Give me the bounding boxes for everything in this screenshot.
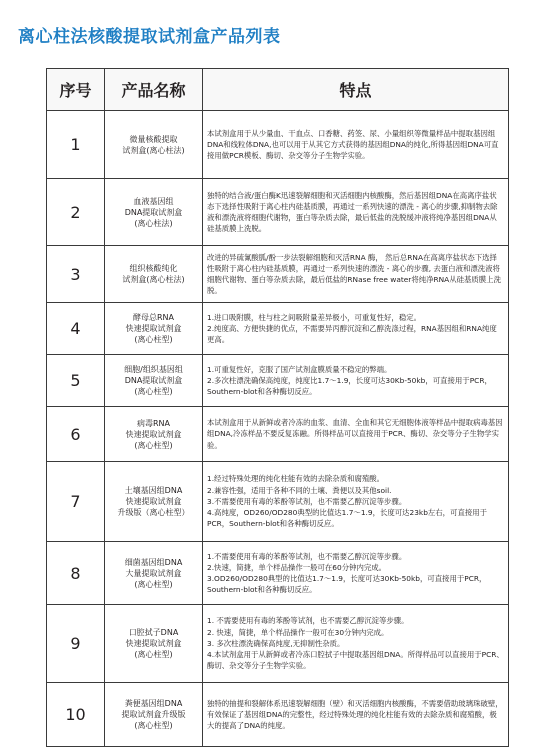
product-name: 微量核酸提取 试剂盒(离心柱法) [105,111,203,179]
header-features: 特点 [203,69,509,111]
table-header-row [47,69,509,111]
product-table [46,68,509,747]
table-row [47,542,509,605]
product-name: 组织核酸纯化 试剂盒(离心柱法) [105,246,203,303]
product-name: 土壤基因组DNA 快速提取试剂盒 升级版（离心柱型） [105,462,203,542]
product-name: 口腔拭子DNA 快速提取试剂盒 (离心柱型) [105,605,203,683]
product-name: 病毒RNA 快速提取试剂盒 (离心柱型) [105,407,203,462]
product-name: 粪便基因组DNA 提取试剂盒升级版 (离心柱型) [105,683,203,747]
row-index: 8 [47,542,105,605]
product-features: 本试剂盒用于从新鲜或者冷冻的血浆、血清、全血和其它无细胞体液等样品中提取病毒基因组DNA,冷冻样品不要反复冻融。所得样品可以直接用于PCR、酶切、杂交等分子生物学实验。 [203,407,509,462]
table-row [47,111,509,179]
header-product-name: 产品名称 [105,69,203,111]
table-row [47,462,509,542]
table-row [47,303,509,355]
product-name: 细菌基因组DNA 大量提取试剂盒 (离心柱型) [105,542,203,605]
product-features: 改进的异硫氰酸胍/酚一步法裂解细胞和灭活RNA 酶， 然后总RNA在高离序盐状态下选择性吸附于离心柱内硅基质膜，再通过一系列快速的漂洗 - 离心的步骤, 去蛋白液和漂洗液将细胞代谢物、蛋白等杂质去除，最后低盐的RNase free water将纯净RNA从硅基质膜上洗脱。 [203,246,509,303]
table-row [47,179,509,246]
table-row [47,407,509,462]
page-title: 离心柱法核酸提取试剂盒产品列表 [18,27,281,47]
table-row [47,605,509,683]
row-index: 7 [47,462,105,542]
row-index: 1 [47,111,105,179]
product-features: 独特的抽提和裂解体系迅速裂解细胞（壁）和灭活细胞内核酸酶，不需要借助玻璃珠破壁，有效保证了基因组DNA的完整性，经过特殊处理的纯化柱能有效的去除杂质和腐殖酸，极大的提高了DNA的纯度。 [203,683,509,747]
product-name: 血液基因组 DNA提取试剂盒 (离心柱法) [105,179,203,246]
row-index: 6 [47,407,105,462]
product-name: 细胞/组织基因组 DNA提取试剂盒 (离心柱型) [105,355,203,407]
row-index: 2 [47,179,105,246]
row-index: 4 [47,303,105,355]
row-index: 5 [47,355,105,407]
table-row [47,683,509,747]
product-features: 1.不需要使用有毒的苯酚等试剂，也不需要乙醇沉淀等步骤。 2.快速，简捷，单个样品操作一般可在60分钟内完成。 3.OD260/OD280典型的比值达1.7～1.9，长度可达30Kb-50kb，可直接用于PCR，Southern-blot和各种酶切反应。 [203,542,509,605]
header-index: 序号 [47,69,105,111]
row-index: 10 [47,683,105,747]
product-features: 本试剂盒用于从少量血、干血点、口香糖、药签、尿、小量组织等微量样品中提取基因组DNA和线粒体DNA,也可以用于从其它方式获得的基因组DNA的纯化,所得基因组DNA可直接用做PCR模板、酶切、杂交等分子生物学实验。 [203,111,509,179]
product-features: 1.经过特殊处理的纯化柱能有效的去除杂质和腐殖酸。 2.兼容性强，适用于各种不同的土壤、粪便以及其他soil. 3.不需要使用有毒的苯酚等试剂，也不需要乙醇沉淀等步骤。 4.高纯度，OD260/OD280典型的比值达1.7～1.9，长度可达23kb左右，可直接用于PCR，Southern-blot和各种酶切反应。 [203,462,509,542]
row-index: 3 [47,246,105,303]
table-row [47,246,509,303]
product-features: 1. 不需要使用有毒的苯酚等试剂，也不需要乙醇沉淀等步骤。 2. 快速，简捷，单个样品操作一般可在30分钟内完成。 3. 多次柱漂洗确保高纯度,无抑制性杂质。 4.本试剂盒用于从新鲜或者冷冻口腔拭子中提取基因组DNA。所得样品可以直接用于PCR、酶切、杂交等分子生物学实验。 [203,605,509,683]
product-features: 独特的结合液/蛋白酶K迅速裂解细胞和灭活细胞内核酸酶，然后基因组DNA在高离序盐状态下选择性吸附于离心柱内硅基质膜，再通过一系列快速的漂洗 - 离心的步骤,抑制物去除液和漂洗液将细胞代谢物，蛋白等杂质去除，最后低盐的洗脱缓冲液将纯净基因组DNA从硅基质膜上洗脱。 [203,179,509,246]
product-features: 1.进口吸附膜，柱与柱之间吸附量差异极小，可重复性好，稳定。 2.纯度高、方便快捷的优点，不需要异丙醇沉淀和乙醇洗涤过程，RNA基因组和RNA纯度更高。 [203,303,509,355]
product-name: 酵母总RNA 快速提取试剂盒 (离心柱型) [105,303,203,355]
table-row [47,355,509,407]
row-index: 9 [47,605,105,683]
product-features: 1.可重复性好，克服了国产试剂盒膜质量不稳定的弊端。 2.多次柱漂洗确保高纯度，纯度比1.7～1.9，长度可达30Kb-50kb，可直接用于PCR，Southern-blot和各种酶切反应。 [203,355,509,407]
